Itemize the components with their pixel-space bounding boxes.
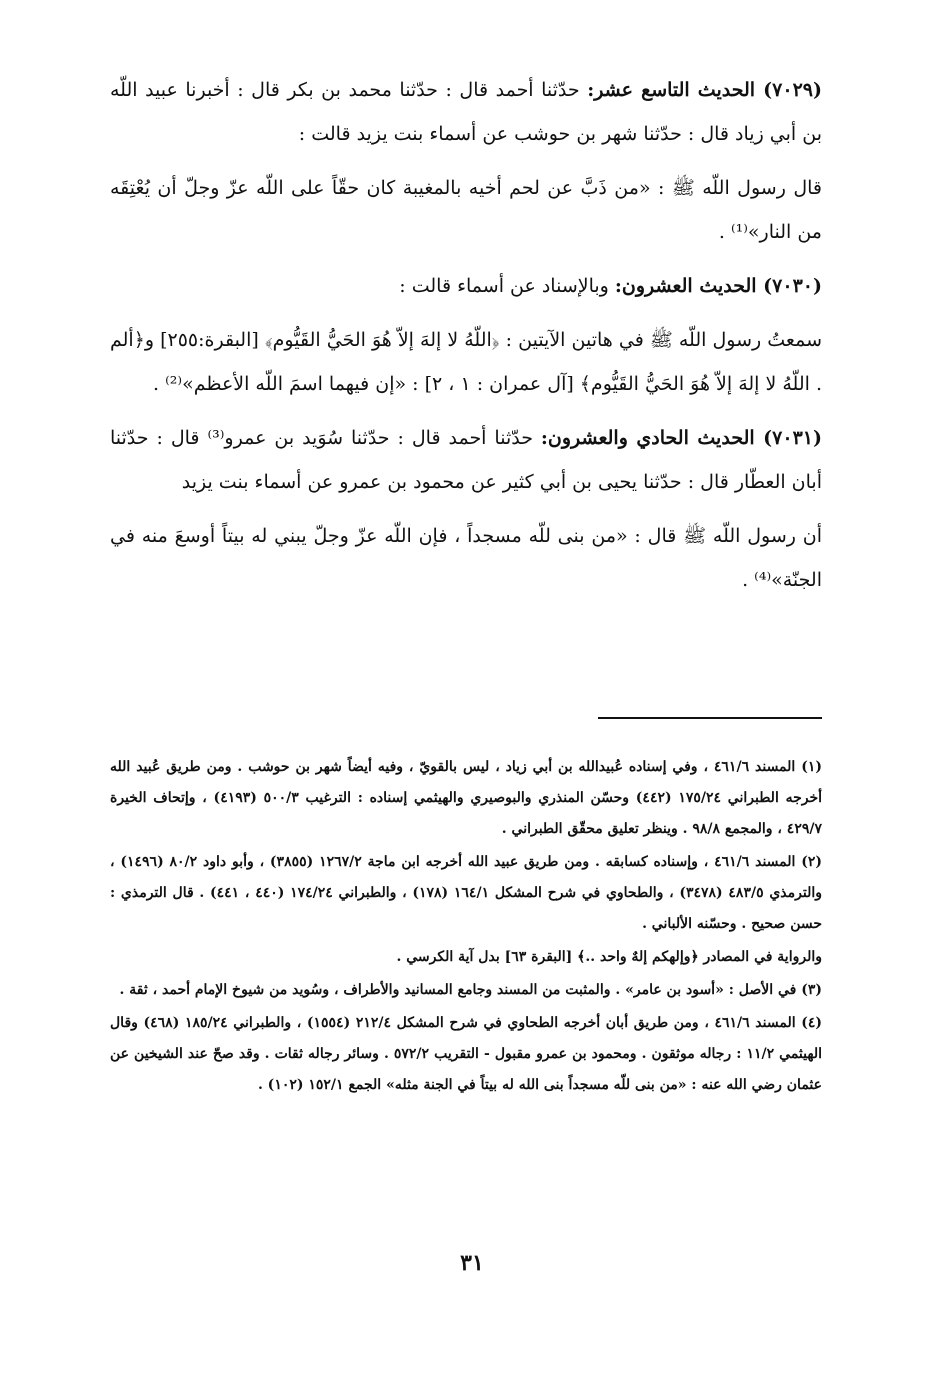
hadith-paragraph-7031 xyxy=(110,416,822,504)
footnote-1: (١) المسند ٤٦١/٦ ، وفي إسناده عُبيدالله بن أبي زياد ، ليس بالقويّ ، وفيه أيضاً شهر بن حوشب . ومن طريق عُبيد الله أخرجه الطبراني ١٧٥/٢٤ (٤٤٢) وحسّن المنذري والبوصيري والهيثمي إسناده : الترغيب ٥٠٠/٣ (٤١٩٣) ، وإتحاف الخيرة ٤٢٩/٧ ، والمجمع ٩٨/٨ . وينظر تعليق محقّق الطبراني . xyxy=(110,759,822,837)
hadith-text: حدّثنا أحمد قال : حدّثنا محمد بن بكر قال : أخبرنا عبيد اللّه بن أبي زياد قال : حدّثنا شهر بن حوشب عن أسماء بنت يزيد قالت : xyxy=(110,79,822,145)
footnote-2: (٢) المسند ٤٦١/٦ ، وإسناده كسابقه . ومن طريق عبيد الله أخرجه ابن ماجة ١٢٦٧/٢ (٣٨٥٥) ، وأبو داود ٨٠/٢ (١٤٩٦) ، والترمذي ٤٨٣/٥ (٣٤٧٨) ، والطحاوي في شرح المشكل ١٦٤/١ (١٧٨) ، والطبراني ١٧٤/٢٤ (٤٤٠ ، ٤٤١) . قال الترمذي : حسن صحيح . وحسّنه الألباني . xyxy=(110,854,823,932)
footnote-2-continuation: والرواية في المصادر ﴿وإلهكم إلهٌ واحد ..﴾ [البقرة ٦٣] بدل آية الكرسي . xyxy=(396,949,822,965)
hadith-text: سمعتُ رسول اللّه ﷺ في هاتين الآيتين : ﴿اللّهُ لا إلهَ إلاّ هُوَ الحَيُّ القَيُّوم﴾ [البقرة:٢٥٥] و﴿ألم . اللّهُ لا إلهَ إلاّ هُوَ الحَيُّ القَيُّوم﴾ [آل عمران : ١ ، ٢] : «إن فيهما اسمَ اللّه الأعظم»⁽²⁾ . xyxy=(110,329,822,395)
hadith-matn-7031 xyxy=(110,514,822,602)
hadith-heading: (٧٠٣١) الحديث الحادي والعشرون: xyxy=(540,427,822,449)
hadith-matn-7030 xyxy=(110,318,822,406)
footnote-3: (٣) في الأصل : «أسود بن عامر» . والمثبت من المسند وجامع المسانيد والأطراف ، وسُويد من شيوخ الإمام أحمد ، ثقة . xyxy=(119,982,822,998)
hadith-heading: (٧٠٣٠) الحديث العشرون: xyxy=(614,275,822,297)
hadith-matn-7029 xyxy=(110,166,822,254)
hadith-heading: (٧٠٢٩) الحديث التاسع عشر: xyxy=(587,79,822,101)
footnote-divider xyxy=(598,717,822,719)
hadith-paragraph-7030 xyxy=(110,264,822,308)
page-number: ٣١ xyxy=(460,1250,484,1276)
main-text xyxy=(110,68,822,612)
footnotes xyxy=(110,752,822,1103)
hadith-text: قال رسول اللّه ﷺ : «من ذَبَّ عن لحم أخيه بالمغيبة كان حقّاً على اللّه عزّ وجلّ أن يُعْتِقَه من النار»⁽¹⁾ . xyxy=(110,177,822,243)
hadith-text: حدّثنا أحمد قال : حدّثنا سُوَيد بن عمرو⁽³⁾ قال : حدّثنا أبان العطّار قال : حدّثنا يحيى بن أبي كثير عن محمود بن عمرو عن أسماء بنت يزيد xyxy=(110,427,822,493)
hadith-text: وبالإسناد عن أسماء قالت : xyxy=(399,275,615,297)
hadith-text: أن رسول اللّه ﷺ قال : «من بنى للّه مسجداً ، فإن اللّه عزّ وجلّ يبني له بيتاً أوسعَ منه في الجنّة»⁽⁴⁾ . xyxy=(110,525,822,591)
hadith-paragraph-7029 xyxy=(110,68,822,156)
footnote-4: (٤) المسند ٤٦١/٦ ، ومن طريق أبان أخرجه الطحاوي في شرح المشكل ٢١٢/٤ (١٥٥٤) ، والطبراني ١٨٥/٢٤ (٤٦٨) وقال الهيثمي ١١/٢ : رجاله موثقون . ومحمود بن عمرو مقبول - التقريب ٥٧٢/٢ . وسائر رجاله ثقات . وقد صحّ عند الشيخين عن عثمان رضي الله عنه : «من بنى للّه مسجداً بنى الله له بيتاً في الجنة مثله» الجمع ١٥٢/١ (١٠٢) . xyxy=(110,1015,823,1093)
